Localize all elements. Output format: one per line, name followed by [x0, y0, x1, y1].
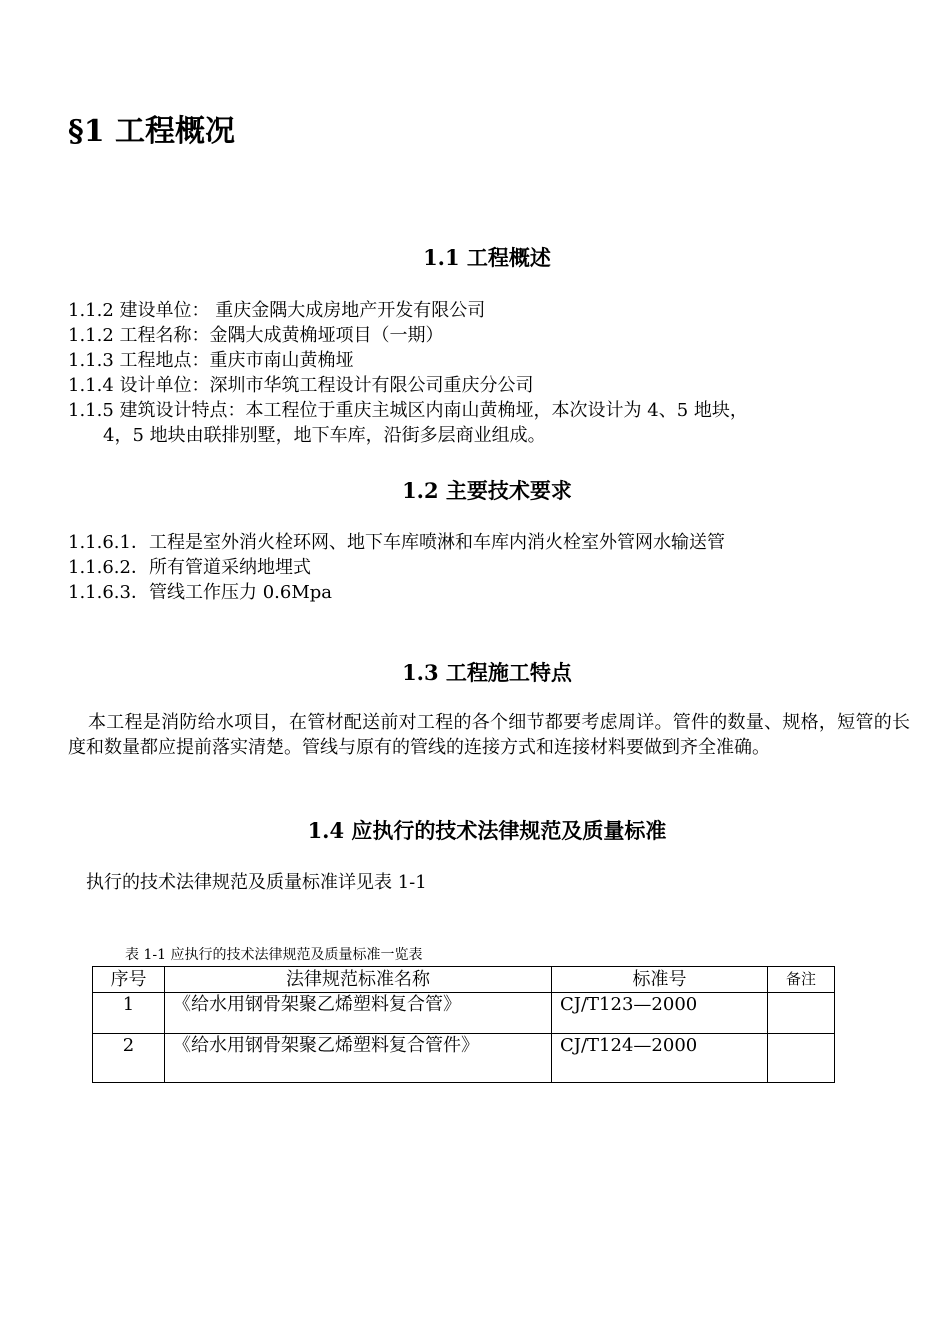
standards-table: [92, 966, 835, 1083]
section-title-1-3: 1.3 工程施工特点: [402, 660, 572, 685]
list-item-continuation: 4，5 地块由联排别墅，地下车库，沿街多层商业组成。: [103, 425, 546, 446]
list-item: 1.1.2 建设单位： 重庆金隅大成房地产开发有限公司: [68, 300, 486, 321]
section-paragraph: 本工程是消防给水项目，在管材配送前对工程的各个细节都要考虑周详。管件的数量、规格，短管的长度和数量都应提前落实清楚。管线与原有的管线的连接方式和连接材料要做到齐全准确。: [68, 712, 910, 758]
chapter-title: §1 工程概况: [68, 114, 236, 149]
cell-note: [768, 993, 835, 1034]
list-item: 1.1.2 工程名称：金隅大成黄桷垭项目（一期）: [68, 325, 444, 346]
table-reference-text: 执行的技术法律规范及质量标准详见表 1-1: [86, 872, 427, 893]
cell-name: 《给水用钢骨架聚乙烯塑料复合管》: [165, 993, 552, 1034]
table-caption: 表 1-1 应执行的技术法律规范及质量标准一览表: [125, 947, 423, 963]
table-row: [93, 993, 835, 1034]
list-item: 1.1.4 设计单位：深圳市华筑工程设计有限公司重庆分公司: [68, 375, 534, 396]
cell-code: CJ/T124—2000: [552, 1034, 768, 1083]
header-note: 备注: [768, 967, 835, 993]
header-no: 序号: [93, 967, 165, 993]
list-item: 1.1.6.3．管线工作压力 0.6Mpa: [68, 582, 333, 603]
table-header-row: [93, 967, 835, 993]
list-item: 1.1.6.2．所有管道采纳地埋式: [68, 557, 311, 578]
list-item: 1.1.3 工程地点：重庆市南山黄桷垭: [68, 350, 354, 371]
cell-code: CJ/T123—2000: [552, 993, 768, 1034]
table-row: [93, 1034, 835, 1083]
cell-name: 《给水用钢骨架聚乙烯塑料复合管件》: [165, 1034, 552, 1083]
section-title-1-1: 1.1 工程概述: [423, 245, 551, 270]
cell-note: [768, 1034, 835, 1083]
section-title-1-4: 1.4 应执行的技术法律规范及质量标准: [307, 818, 667, 843]
list-item: 1.1.6.1．工程是室外消火栓环网、地下车库喷淋和车库内消火栓室外管网水输送管: [68, 532, 725, 553]
header-name: 法律规范标准名称: [165, 967, 552, 993]
cell-no: 1: [93, 993, 165, 1034]
cell-no: 2: [93, 1034, 165, 1083]
list-item: 1.1.5 建筑设计特点：本工程位于重庆主城区内南山黄桷垭，本次设计为 4、5 地块，: [68, 400, 748, 421]
section-title-1-2: 1.2 主要技术要求: [402, 478, 572, 503]
header-code: 标准号: [552, 967, 768, 993]
